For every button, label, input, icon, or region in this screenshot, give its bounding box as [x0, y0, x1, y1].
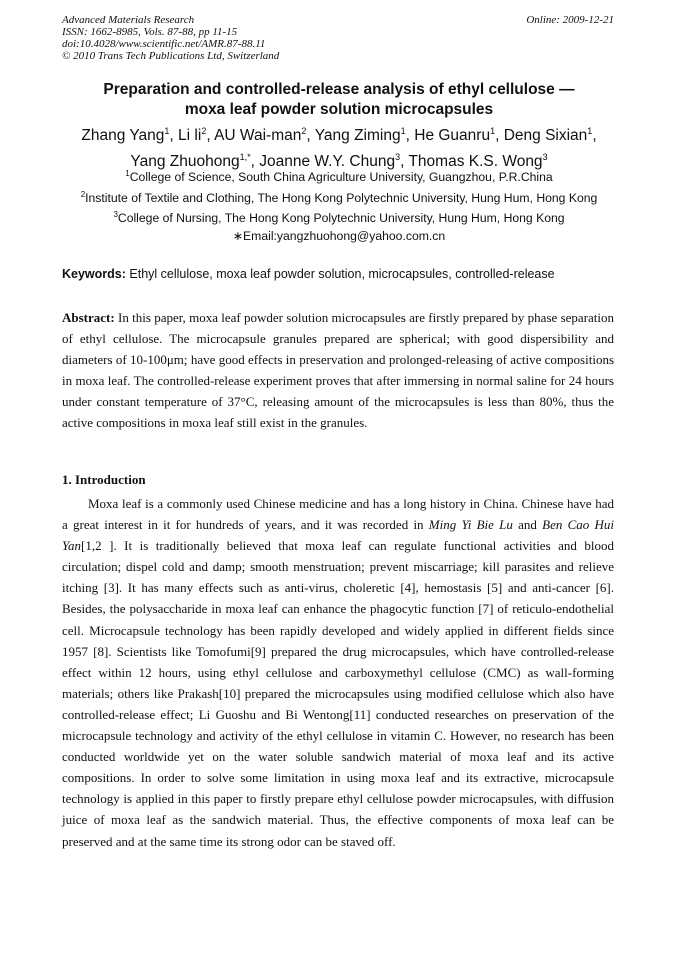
keywords-label: Keywords: — [62, 267, 126, 281]
journal-header — [62, 14, 279, 62]
author-list — [62, 121, 616, 172]
author-name: He Guanru — [414, 127, 491, 145]
affiliation-2: $^2$Institute of Textile and Clothing, The Hong Kong Polytechnic University, Hung Hum, Hong Kong — [80, 190, 598, 206]
corresponding-email: ∗Email:yangzhuohong@yahoo.com.cn — [232, 229, 446, 243]
introduction-paragraph: Moxa leaf is a commonly used Chinese medicine and has a long history in China. Chinese have had a great interest in it for hundreds of years, and it was recorded in Ming Yi Bie Lu and Ben Cao Hui Yan[1,2 ]. It is traditionally believed that moxa leaf can regulate functional activities and blood circulation; dispel cold and damp; smooth menstruation; prevent miscarriage; kill parasites and relieve itching [3]. It has many effects such as anti-virus, choleretic [4], hemostasis [5] and anti-cancer [6]. Besides, the polysaccharide in moxa leaf can enhance the phagocytic function [7] of reticulo-endothelial cell. Microcapsule technology has been rapidly developed and widely applied in different fields since 1957 [8]. Scientists like Tomofumi[9] prepared the drug microcapsules, which have controlled-release effect within 12 hours, using ethyl cellulose and carboxymethyl cellulose (CMC) as wall-forming materials; others like Prakash[10] prepared the microcapsules using modified cellulose which also have controlled-release effect; Li Guoshu and Bi Wentong[11] conducted researches on preservation of the microcapsule technology and activity of the ethyl cellulose in vitamin C. However, no research has been conducted worldwide yet on the water soluble sandwich material of moxa leaf and its active compositions. In order to solve some limitation in using moxa leaf and its extractive, microcapsule technology is applied in this paper to firstly prepare ethyl cellulose powder microcapsules, with diffusion juice of moxa leaf as the sandwich material. Thus, the effective components of moxa leaf can be preserved and at the same time its strong odor can be staved off. — [62, 496, 614, 849]
keywords — [62, 266, 616, 282]
author-name: Li li — [178, 127, 202, 145]
abstract-label: Abstract: — [62, 310, 115, 325]
author-line-2: Yang Zhuohong$^{1,*}$, Joanne W.Y. Chung$^3$, Thomas K.S. Wong$^3$ — [130, 151, 548, 170]
author-sup: 1 — [400, 126, 406, 136]
author-name: Zhang Yang — [81, 127, 165, 145]
author-sup: 1,* — [239, 151, 251, 162]
author-sup: 1 — [587, 126, 593, 136]
keywords-text: Ethyl cellulose, moxa leaf powder solution, microcapsules, controlled-release — [125, 267, 555, 281]
copyright-line: © 2010 Trans Tech Publications Ltd, Switzerland — [62, 50, 280, 62]
book-title: Ming Yi Bie Lu — [428, 517, 513, 533]
author-sup: 3 — [395, 151, 401, 162]
author-sup: 3 — [542, 151, 548, 162]
author-sup: 1 — [164, 126, 170, 136]
author-name: Deng Sixian — [503, 127, 588, 145]
author-sup: 1 — [490, 126, 496, 136]
online-date: Online: 2009-12-21 — [526, 14, 614, 26]
author-sup: 2 — [201, 126, 207, 136]
author-line-1: Zhang Yang$^1$, Li $li^2$, AU Wai-man$^2$, Yang Ziming$^1$, He Guanru$^1$, Deng Sixian$^1$, — [81, 126, 597, 145]
title-line-1: Preparation and controlled-release analysis of ethyl cellulose — — [103, 81, 575, 98]
book-title: Ben Cao Hui Yan — [62, 517, 614, 554]
author-name: AU Wai-man — [214, 127, 302, 145]
journal-name: Advanced Materials Research — [62, 14, 195, 26]
author-name: Yang Zhuohong — [130, 152, 240, 170]
abstract — [62, 307, 614, 434]
author-sup: 2 — [301, 126, 307, 136]
author-name: Joanne W.Y. Chung — [259, 152, 396, 170]
issn-line: ISSN: 1662-8985, Vols. 87-88, pp 11-15 — [62, 26, 238, 38]
author-name: Thomas K.S. Wong — [408, 152, 543, 170]
doi-line: doi:10.4028/www.scientific.net/AMR.87-88.11 — [62, 38, 266, 50]
paper-title — [62, 80, 616, 120]
title-line-2: moxa leaf powder solution microcapsules — [184, 101, 494, 118]
section-heading: 1. Introduction — [62, 472, 146, 487]
affiliation-3: $^3$College of Nursing, The Hong Kong Polytechnic University, Hung Hum, Hong Kong — [113, 210, 565, 226]
affiliation-1: $^1$College of Science, South China Agriculture University, Guangzhou, P.R.China — [125, 169, 553, 185]
abstract-text: In this paper, moxa leaf powder solution microcapsules are firstly prepared by phase separation of ethyl cellulose. The microcapsule granules prepared are spherical; with good dispersibility and diameters of 10-100μm; have good effects in preservation and prolonged-releasing of active compositions in moxa leaf. The controlled-release experiment proves that after immersing in normal saline for 24 hours under constant temperature of 37°C, releasing amount of the microcapsules is less than 80%, thus the active compositions in moxa leaf still exist in the granules. — [62, 310, 614, 431]
author-name: Yang Ziming — [314, 127, 401, 145]
